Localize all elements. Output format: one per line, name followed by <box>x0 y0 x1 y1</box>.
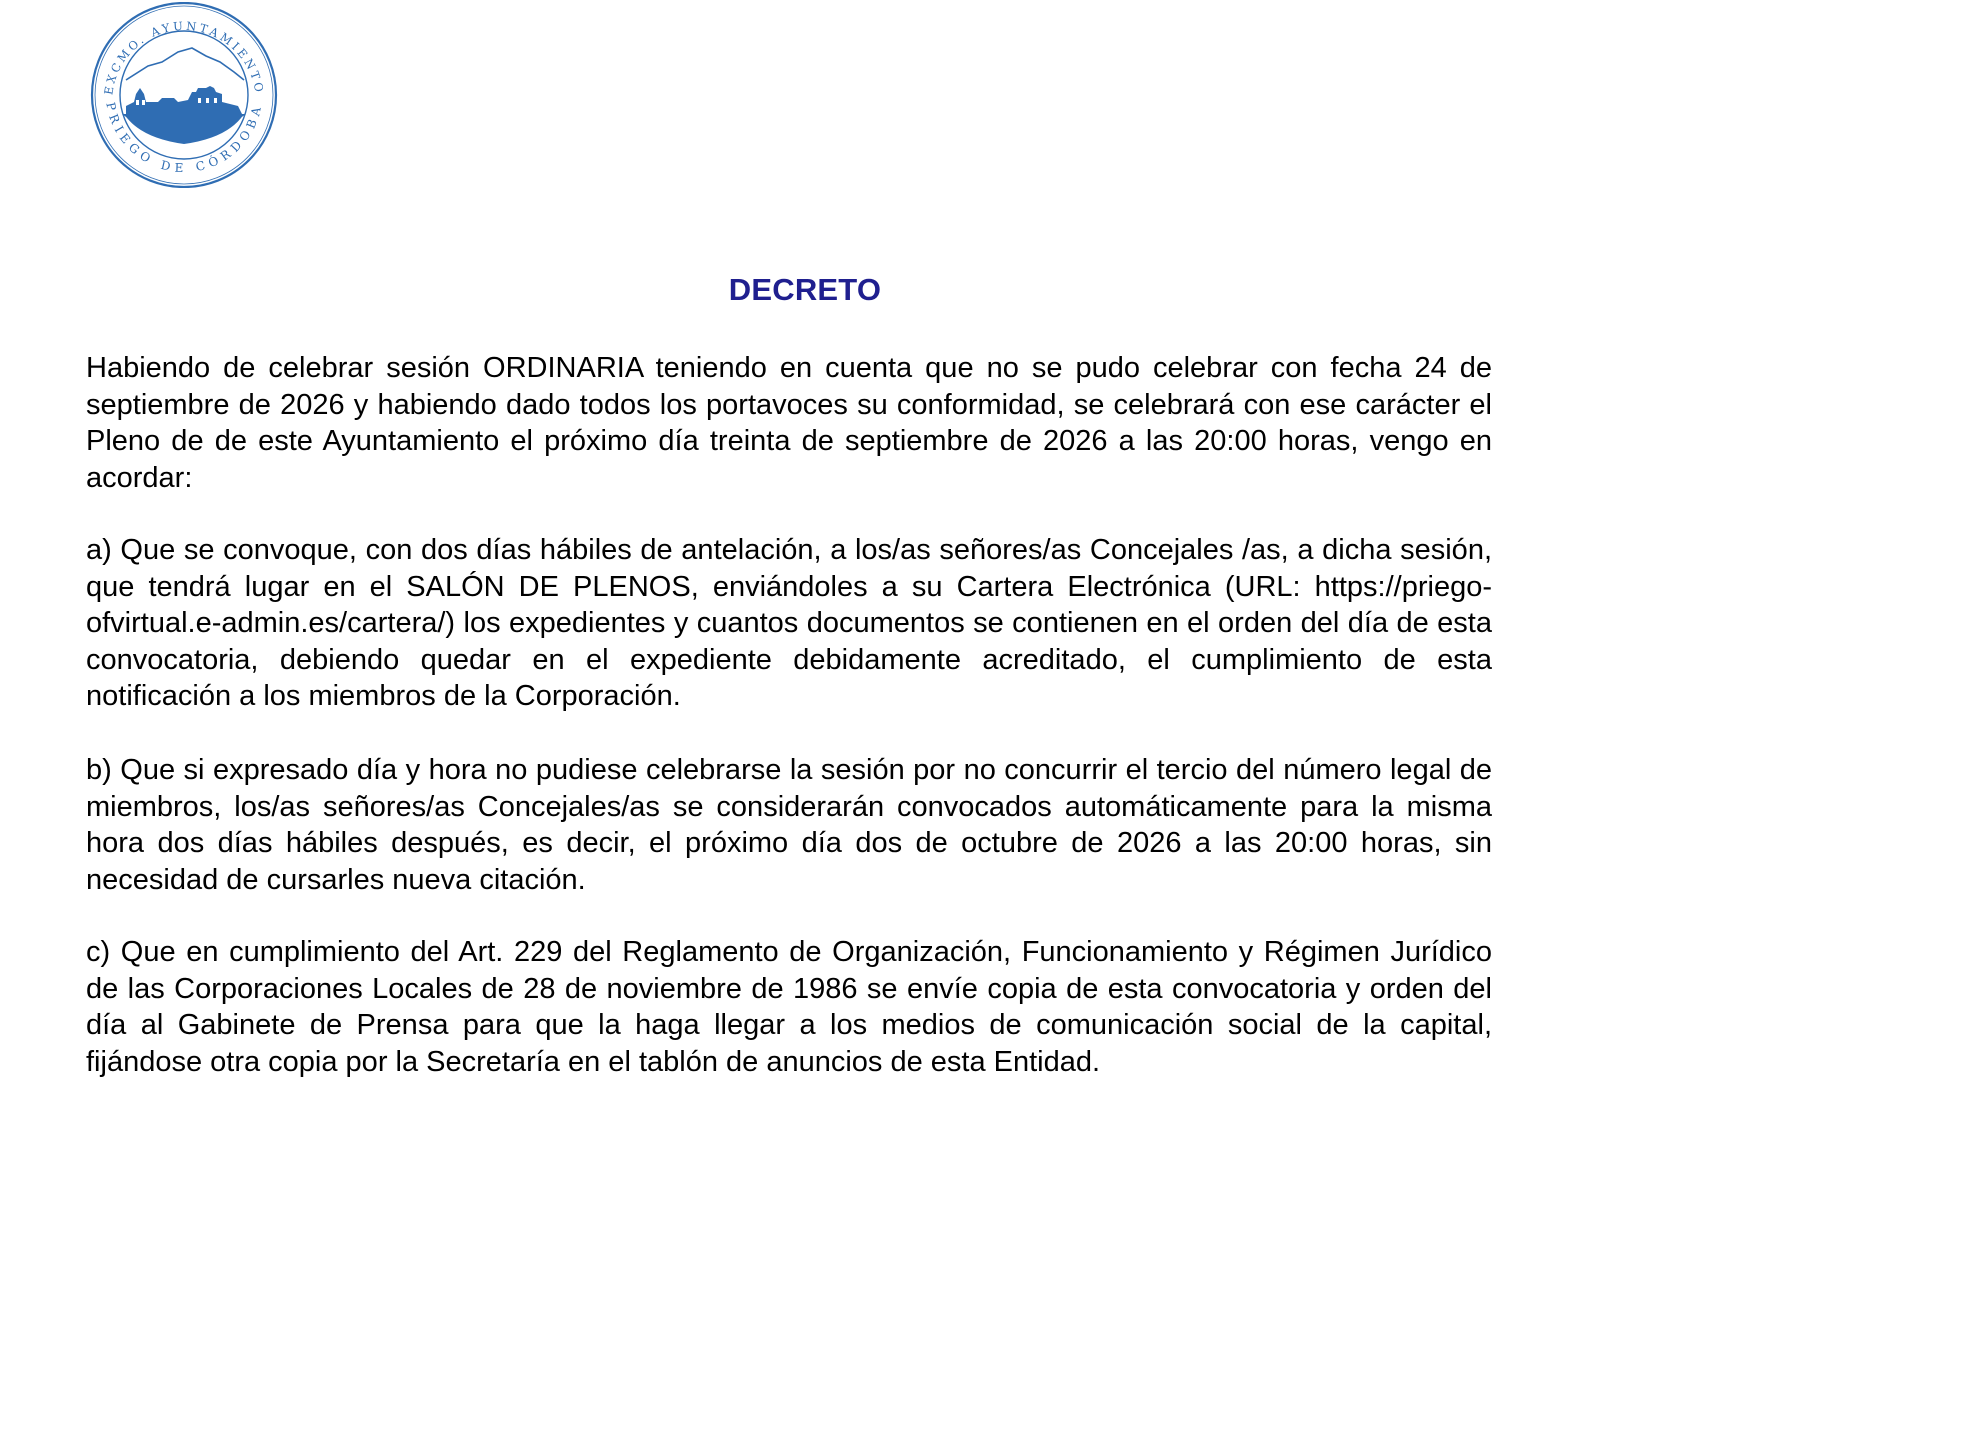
svg-text:PRIEGO DE CÓRDOBA: PRIEGO DE CÓRDOBA <box>103 100 265 176</box>
paragraph-c: c) Que en cumplimiento del Art. 229 del Reglamento de Organización, Funcionamiento y Régimen Jurídico de las Corporaciones Locales de 28 de noviembre de 1986 se envíe copia de esta convocatoria y orden del día al Gabinete de Prensa para que la haga llegar a los medios de comunicación social de la capital, fijándose otra copia por la Secretaría en el tablón de anuncios de esta Entidad. <box>86 936 1492 1078</box>
intro-paragraph: Habiendo de celebrar sesión ORDINARIA teniendo en cuenta que no se pudo celebrar con fecha 24 de septiembre de 2026 y habiendo dado todos los portavoces su conformidad, se celebrará con ese carácter el Pleno de de este Ayuntamiento el próximo día treinta de septiembre de 2026 a las 20:00 horas, vengo en acordar: <box>86 352 1492 494</box>
ayuntamiento-seal-logo <box>88 2 280 188</box>
document-title: DECRETO <box>728 272 882 307</box>
paragraph-b: b) Que si expresado día y hora no pudiese celebrarse la sesión por no concurrir el tercio del número legal de miembros, los/as señores/as Concejales/as se considerarán convocados automáticamente para la misma hora dos días hábiles después, es decir, el próximo día dos de octubre de 2026 a las 20:00 horas, sin necesidad de cursarles nueva citación. <box>86 754 1492 896</box>
svg-text:EXCMO. AYUNTAMIENTO: EXCMO. AYUNTAMIENTO <box>101 18 267 96</box>
paragraph-a: a) Que se convoque, con dos días hábiles de antelación, a los/as señores/as Concejales /as, a dicha sesión, que tendrá lugar en el SALÓN DE PLENOS, enviándoles a su Cartera Electrónica (URL: https://priego-ofvirtual.e-admin.es/cartera/) los expedientes y cuantos documentos se contienen en el orden del día de esta convocatoria, debiendo quedar en el expediente debidamente acreditado, el cumplimiento de esta notificación a los miembros de la Corporación. <box>86 534 1492 712</box>
